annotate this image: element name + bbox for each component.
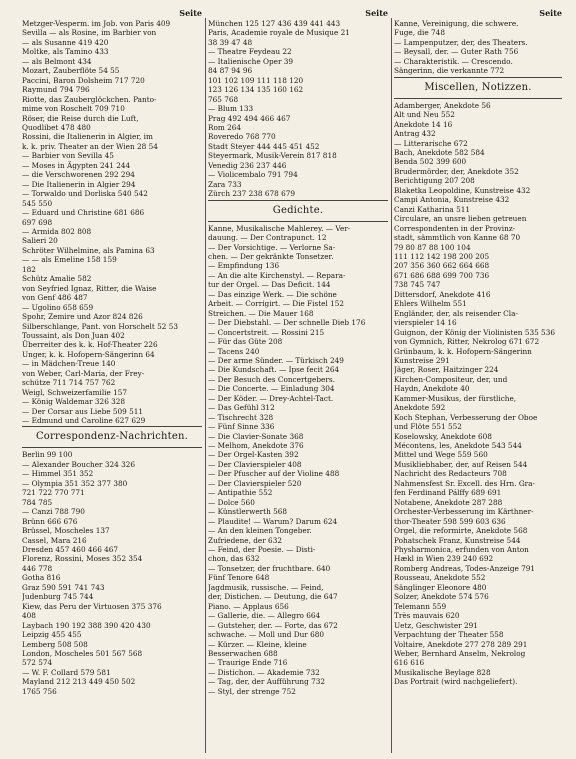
index-entry: — Der arme Sünder. — Türkisch 249 — [208, 355, 344, 365]
index-entry: Spohr, Zemire und Azor 824 826 — [22, 312, 143, 322]
index-entry: — Styl, der strenge 752 — [208, 686, 296, 696]
index-entry: München 125 127 436 439 441 443 — [208, 19, 341, 28]
index-entry: Circulare, an unsre lieben getreuen — [394, 214, 527, 224]
index-entry: Brüssel, Moscheles 137 — [22, 526, 110, 536]
index-entry: Telemann 559 — [394, 601, 447, 611]
index-entry: Zürch 237 238 678 679 — [208, 189, 296, 199]
index-entry: Graz 590 591 741 743 — [22, 582, 105, 592]
index-entry: — Violicembalo 791 794 — [208, 170, 298, 180]
index-entry: Streichen. — Die Mauer 168 — [208, 308, 314, 318]
index-entry: Kunstreise 291 — [394, 355, 450, 365]
index-entry: Lemberg 508 508 — [22, 639, 88, 649]
index-entry: Fuge, die 748 — [394, 28, 445, 38]
index-entry: 446 778 — [22, 563, 53, 573]
index-entry: von Weber, Carl-Maria, der Frey- — [22, 368, 145, 378]
section-rule — [394, 77, 562, 78]
index-entry: — Plaudite! — Warum? Darum 624 — [208, 516, 338, 526]
index-entry: Metzger-Vesperm. im Job. von Paris 409 — [22, 19, 171, 28]
index-entry: Leipzig 455 455 — [22, 630, 82, 640]
index-entry: Salieri 20 — [22, 236, 58, 246]
index-entry: Arbeit. — Corrigirt. — Die Fistel 152 — [208, 299, 345, 309]
section-heading: Correspondenz-Nachrichten. — [35, 431, 189, 443]
index-entry: Kirchen-Compositeur, der, und — [394, 374, 508, 384]
index-entry: — Künstlerwerth 568 — [208, 507, 288, 517]
index-entry: tur der Orgel. — Das Deficit. 144 — [208, 280, 331, 290]
index-entry: 784 785 — [22, 497, 53, 507]
index-entry: 572 574 — [22, 658, 53, 668]
index-entry: vierspieler 14 16 — [394, 318, 457, 328]
index-entry: Zufriedene, der 632 — [208, 535, 282, 545]
index-entry: — Gallerie, die. — Allegro 664 — [208, 611, 321, 621]
index-entry: Rossini, die Italienerin in Algier, im — [22, 132, 153, 142]
index-entry: — Die Concerte. — Einladung 304 — [208, 384, 335, 394]
index-entry: — W. F. Collard 579 581 — [22, 667, 111, 677]
index-entry: — Olympia 351 352 377 380 — [22, 478, 128, 488]
index-entry: Paccini, Baron Dolsheim 717 720 — [22, 75, 145, 85]
index-entry: Engländer, der, als reisender Cla- — [394, 308, 518, 318]
index-entry: Florenz, Rossini, Moses 352 354 — [22, 554, 143, 564]
index-entry: — An die alte Kirchenstyl. — Repara- — [208, 270, 346, 280]
index-entry: Venedig 236 237 446 — [208, 160, 287, 170]
index-entry: Fünf Tenore 648 — [208, 573, 270, 583]
index-entry: — Canzi 788 790 — [22, 507, 85, 517]
index-entry: k. k. priv. Theater an der Wien 28 54 — [22, 141, 158, 151]
index-entry: Uetz, Geschwister 291 — [394, 620, 478, 630]
index-entry: — Litterarische 672 — [394, 138, 468, 148]
index-entry: Anekdote 14 16 — [394, 119, 453, 129]
index-entry: — Armida 802 808 — [22, 226, 92, 236]
index-entry: Das Portrait (wird nachgeliefert). — [394, 677, 518, 687]
index-entry: 738 745 747 — [394, 280, 441, 290]
index-entry: — Edmund und Caroline 627 629 — [22, 416, 146, 426]
index-entry: Zara 733 — [208, 179, 242, 189]
index-entry: und Flöte 551 552 — [394, 422, 462, 432]
index-entry: — Moses in Ägypten 241 244 — [22, 160, 131, 170]
index-entry: — Fünf Sinne 336 — [208, 422, 275, 432]
index-column-3 — [394, 8, 562, 753]
section-rule — [22, 447, 202, 448]
index-entry: 1765 756 — [22, 686, 57, 696]
index-entry: Grünbaum, k. k. Hofopern-Sängerinn — [394, 346, 532, 356]
index-entry: Orchester-Verbesserung im Kärthner- — [394, 507, 534, 517]
index-entry: Brünn 666 676 — [22, 516, 78, 526]
index-entry: Berichtigung 207 208 — [394, 176, 475, 186]
index-entry: — Tonsetzer, der fruchtbare. 640 — [208, 563, 331, 573]
index-entry: Anekdote 592 — [394, 403, 446, 413]
index-entry: — Torwaldo und Dorliska 540 542 — [22, 189, 148, 199]
index-entry: Kammer-Musikus, der fürstliche, — [394, 393, 517, 403]
index-entry: — Tacens 240 — [208, 346, 260, 356]
index-column-2 — [208, 8, 388, 753]
index-entry: Jagdmusik, russische. — Feind, — [208, 582, 324, 592]
section-heading: Miscellen, Notizzen. — [424, 81, 532, 93]
index-entry: — Italienische Oper 39 — [208, 56, 294, 66]
index-entry: Weigl, Schweizerfamilie 157 — [22, 387, 128, 397]
index-entry: — Der Vorsichtige. — Verlorne Sa- — [208, 242, 336, 252]
index-entry: Quodlibet 478 480 — [22, 122, 91, 132]
index-entry: Piano. — Applaus 656 — [208, 601, 289, 611]
index-entry: Guignon, der König der Violinisten 535 536 — [394, 327, 555, 337]
index-entry: Alt und Neu 552 — [394, 110, 455, 120]
index-entry: — Theatre Feydeau 22 — [208, 47, 292, 57]
section-heading: Gedichte. — [272, 204, 324, 216]
index-entry: — als Belmont 434 — [22, 56, 92, 66]
index-entry: 84 87 94 96 — [208, 66, 253, 76]
index-entry: Gotha 816 — [22, 573, 61, 583]
index-entry: 101 102 109 111 118 120 — [208, 75, 304, 85]
index-entry: Campi Antonia, Kunstreise 432 — [394, 195, 510, 205]
index-entry: Koselowsky, Anekdote 608 — [394, 431, 492, 441]
index-entry: stadt, sämmtlich von Kanne 68 70 — [394, 233, 521, 243]
index-entry: — Beysall, der. — Guter Rath 756 — [394, 47, 519, 57]
index-entry: Pohatschek Franz, Kunstreise 544 — [394, 535, 521, 545]
index-entry: Besserwachen 688 — [208, 649, 278, 658]
index-entry: — als Susanne 419 420 — [22, 37, 109, 47]
index-entry: Schröter Wilhelmine, als Pamina 63 — [22, 245, 155, 255]
index-entry: Roveredo 768 770 — [208, 132, 276, 142]
index-entry: 545 550 — [22, 198, 53, 208]
index-entry: — Die Kundschaft. — Ipse fecit 264 — [208, 365, 340, 375]
index-entry: Physharmonica, erfunden von Anton — [394, 545, 529, 555]
index-entry: 408 — [22, 611, 36, 621]
index-entry: — Der Clavierspieler 408 — [208, 459, 302, 469]
column-divider — [205, 18, 206, 753]
index-column-1 — [22, 8, 202, 753]
index-entry: Sevilla — als Rosine, im Barbier von — [22, 28, 157, 38]
index-entry: Sänglinger Eleonore 480 — [394, 582, 487, 592]
index-entry: Musikliebhaber, der, auf Reisen 544 — [394, 459, 528, 469]
index-entry: — Lampenputzer, der, des Theaters. — [394, 37, 528, 47]
index-entry: thor-Theater 598 599 603 636 — [394, 516, 506, 526]
index-entry: schütze 711 714 757 762 — [22, 378, 116, 388]
index-entry: — Empfindung 136 — [208, 261, 280, 271]
index-entry: Prag 492 494 466 467 — [208, 113, 291, 123]
index-entry: Stadt Steyer 444 445 451 452 — [208, 141, 320, 151]
seite-label: Seite — [365, 8, 388, 18]
index-entry: — Die Italienerin in Algier 294 — [22, 179, 136, 189]
index-entry: — Dolce 560 — [208, 497, 255, 507]
index-entry: Judenburg 745 744 — [22, 592, 94, 602]
index-entry: — Blum 133 — [208, 104, 254, 114]
section-rule — [394, 98, 562, 99]
section-rule — [22, 426, 202, 427]
index-entry: Mayland 212 213 449 450 502 — [22, 677, 136, 687]
index-entry: 671 686 688 699 700 736 — [394, 270, 490, 280]
index-entry: — Gutsteher, der. — Forte, das 672 — [208, 620, 338, 630]
index-entry: — Traurige Ende 716 — [208, 658, 288, 668]
index-entry: Blaketka Leopoldine, Kunstreise 432 — [394, 185, 531, 195]
index-entry: Adamberger, Anekdote 56 — [394, 100, 491, 110]
index-entry: — Das einzige Werk. — Die schöne — [208, 289, 337, 299]
index-entry: Unger, k. k. Hofopern-Sängerinn 64 — [22, 349, 155, 359]
index-entry: London, Moscheles 501 567 568 — [22, 649, 143, 658]
index-entry: Laybach 190 192 388 390 420 430 — [22, 620, 151, 630]
index-entry: Röser, die Reise durch die Luft, — [22, 113, 139, 123]
index-entry: Verpachtung der Theater 558 — [394, 630, 504, 640]
seite-label: Seite — [539, 8, 562, 18]
index-entry: Raymund 794 796 — [22, 85, 90, 95]
index-entry: — Die Clavier-Sonate 368 — [208, 431, 304, 441]
index-entry: Bach, Anekdote 582 584 — [394, 147, 485, 157]
index-entry: Canzi Katharina 511 — [394, 204, 471, 214]
index-entry: Orgel, die reformirte, Anekdote 568 — [394, 526, 528, 536]
index-entry: 207 356 360 662 664 668 — [394, 261, 490, 271]
index-entry: Ehlers Wilhelm 551 — [394, 299, 467, 309]
index-entry: Steyermark, Musik-Verein 817 818 — [208, 151, 337, 161]
index-entry: Nachricht des Redacteurs 708 — [394, 469, 507, 479]
index-entry: — König Waldemar 326 328 — [22, 397, 126, 407]
index-entry: 182 — [22, 264, 36, 274]
index-entry: Hækl in Wien 239 240 692 — [394, 554, 494, 564]
index-entry: Mécontens, les, Anekdote 543 544 — [394, 441, 522, 451]
index-entry: Koch Stephan, Verbesserung der Oboe — [394, 412, 538, 422]
index-entry: Rom 264 — [208, 122, 242, 132]
index-entry: Weber, Bernhard Anselm, Nekrolog — [394, 649, 526, 658]
index-entry: 697 698 — [22, 217, 53, 227]
index-entry: Überreiter des k. k. Hof-Theater 226 — [22, 340, 158, 350]
section-rule — [208, 200, 388, 201]
index-entry: Rousseau, Anekdote 552 — [394, 573, 486, 583]
index-entry: schwache. — Moll und Dur 680 — [208, 630, 325, 640]
index-entry: — An den kleinen Tongeber. — [208, 526, 312, 536]
index-entry: — die Verschworenen 292 294 — [22, 170, 135, 180]
section-rule — [208, 221, 388, 222]
index-entry: — Der Clavierspieler 520 — [208, 478, 302, 488]
index-entry: Haydn, Anekdote 40 — [394, 384, 470, 394]
index-entry: Kiew, das Peru der Virtuosen 375 376 — [22, 601, 162, 611]
index-entry: Voltaire, Anekdote 277 278 289 291 — [394, 639, 528, 649]
index-entry: — Für das Güte 208 — [208, 337, 283, 347]
index-entry: — Eduard und Christine 681 686 — [22, 208, 145, 218]
index-entry: Berlin 99 100 — [22, 450, 73, 460]
index-entry: Moltke, als Tamino 433 — [22, 47, 109, 57]
index-entry: — Das Gefühl 312 — [208, 403, 275, 413]
index-entry: Musikalische Beylage 828 — [394, 667, 491, 677]
index-entry: Benda 502 399 600 — [394, 157, 467, 167]
index-entry: — in Mädchen-Treue 140 — [22, 359, 116, 369]
index-entry: Notabene, Anekdote 287 288 — [394, 497, 503, 507]
index-entry: Riotte, das Zauberglöckchen. Panto- — [22, 94, 157, 104]
index-entry: 616 616 — [394, 658, 425, 668]
index-entry: — Tischrecht 328 — [208, 412, 274, 422]
index-entry: der, Distichen. — Deutung, die 647 — [208, 592, 338, 602]
index-page — [22, 8, 562, 753]
index-entry: — Charakteristik. — Crescendo. — [394, 56, 513, 66]
index-entry: — Der Besuch des Concertgebers. — [208, 374, 335, 384]
index-entry: Antrag 432 — [394, 129, 436, 139]
index-entry: 79 80 87 88 100 104 — [394, 242, 471, 252]
index-entry: Schütz Amalie 582 — [22, 274, 92, 284]
index-entry: — Der Corsar aus Liebe 509 511 — [22, 406, 144, 416]
seite-label: Seite — [179, 8, 202, 18]
index-entry: chen. — Der gekränkte Tonsetzer. — [208, 251, 334, 261]
index-entry: Kanne, Vereinigung, die schwere. — [394, 19, 519, 28]
index-entry: 765 768 — [208, 94, 239, 104]
index-entry: — Tag, der, der Aufführung 732 — [208, 677, 326, 687]
index-entry: Dresden 457 460 466 467 — [22, 545, 119, 555]
index-entry: Kanne, Musikalische Mahlerey. — Ver- — [208, 223, 351, 233]
index-entry: mime von Roschelt 709 710 — [22, 104, 125, 114]
index-entry: 721 722 770 771 — [22, 488, 85, 498]
index-entry: Très mauvais 620 — [394, 611, 460, 621]
index-entry: Brudermörder, der, Anekdote 352 — [394, 166, 519, 176]
index-entry: 123 126 134 135 160 162 — [208, 85, 304, 95]
index-entry: Jäger, Roser, Haitzinger 224 — [394, 365, 499, 375]
index-entry: 38 39 47 48 — [208, 37, 253, 47]
index-entry: — Distichon. — Akademie 732 — [208, 667, 320, 677]
index-entry: von Genf 486 487 — [22, 293, 88, 303]
index-entry: Romberg Andreas, Todes-Anzeige 791 — [394, 563, 536, 573]
index-entry: — Alexander Boucher 324 326 — [22, 459, 136, 469]
index-entry: — Ugolino 658 659 — [22, 302, 94, 312]
index-entry: Solzer, Anekdote 574 576 — [394, 592, 489, 602]
index-entry: Cassel, Mara 216 — [22, 535, 87, 545]
index-entry: — Der Orgel-Kasten 392 — [208, 450, 299, 460]
index-entry: Dittersdorf, Anekdote 416 — [394, 289, 491, 299]
index-entry: Nahmensfest Sr. Excell. des Hrn. Gra- — [394, 478, 535, 488]
index-entry: — Kürzer. — Kleine, kleine — [208, 639, 307, 649]
index-entry: — Der Köder. — Drey-Achtel-Tact. — [208, 393, 334, 403]
index-entry: — Antipathie 552 — [208, 488, 273, 498]
index-entry: — Barbier von Sevilla 45 — [22, 151, 114, 161]
index-entry: — Der Diebstahl. — Der schnelle Dieb 176 — [208, 318, 366, 328]
index-entry: — Concertstreit. — Rossini 215 — [208, 327, 325, 337]
index-entry: von Gymnich, Ritter, Nekrolog 671 672 — [394, 337, 540, 347]
index-entry: 111 112 142 198 200 205 — [394, 251, 490, 261]
index-entry: Silberschlange, Pant. von Horschelt 52 53 — [22, 321, 178, 331]
index-entry: — Der Pfuscher auf der Violine 488 — [208, 469, 340, 479]
index-entry: — — als Emeline 158 159 — [22, 255, 117, 265]
index-entry: dauung. — Der Contrapunct. 12 — [208, 233, 327, 243]
index-entry: — Himmel 351 352 — [22, 469, 94, 479]
index-entry: Sängerinn, die verkannte 772 — [394, 66, 505, 76]
index-entry: Paris, Academie royale de Musique 21 — [208, 28, 350, 38]
index-entry: von Seyfried Ignaz, Ritter, die Waise — [22, 283, 157, 293]
index-entry: — Melhom, Anekdote 376 — [208, 441, 304, 451]
column-divider — [391, 18, 392, 753]
index-entry: — Feind, der Poesie. — Disti- — [208, 545, 316, 555]
index-entry: Toussaint, als Don Juan 402 — [22, 330, 125, 340]
index-entry: Correspondenten in der Provinz- — [394, 223, 516, 233]
index-entry: fen Ferdinand Pálffy 689 691 — [394, 488, 502, 498]
index-entry: Mozart, Zauberflöte 54 55 — [22, 66, 120, 76]
index-entry: chon, das 632 — [208, 554, 260, 564]
index-entry: Mittel und Wege 559 560 — [394, 450, 488, 460]
